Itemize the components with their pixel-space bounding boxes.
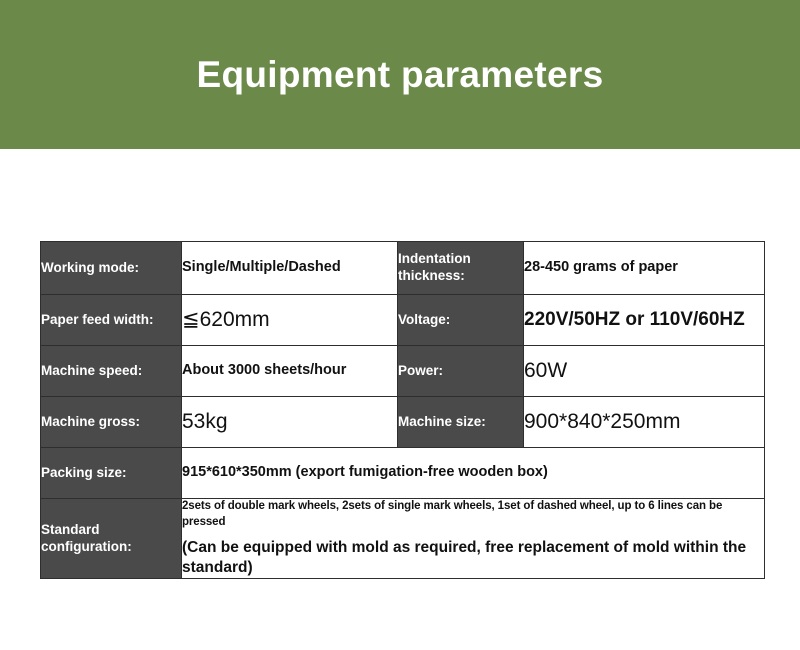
label-machine-speed: Machine speed: xyxy=(41,346,182,397)
label-packing-size: Packing size: xyxy=(41,448,182,499)
value-machine-speed: About 3000 sheets/hour xyxy=(182,346,398,397)
value-paper-feed-width: ≦620mm xyxy=(182,295,398,346)
value-indentation-thickness: 28-450 grams of paper xyxy=(524,242,765,295)
table-row xyxy=(41,295,765,346)
value-voltage: 220V/50HZ or 110V/60HZ xyxy=(524,295,765,346)
header-banner xyxy=(0,0,800,149)
specifications-table-wrapper xyxy=(40,241,760,579)
label-standard-configuration: Standard configuration: xyxy=(41,499,182,579)
value-packing-size: 915*610*350mm (export fumigation-free wooden box) xyxy=(182,448,765,499)
page-title: Equipment parameters xyxy=(196,54,604,95)
label-machine-gross: Machine gross: xyxy=(41,397,182,448)
label-working-mode: Working mode: xyxy=(41,242,182,295)
value-working-mode: Single/Multiple/Dashed xyxy=(182,242,398,295)
value-machine-size: 900*840*250mm xyxy=(524,397,765,448)
configuration-note-line: (Can be equipped with mold as required, free replacement of mold within the standard) xyxy=(182,539,747,577)
value-standard-configuration xyxy=(182,499,765,579)
label-machine-size: Machine size: xyxy=(398,397,524,448)
configuration-detail-line: 2sets of double mark wheels, 2sets of single mark wheels, 1set of dashed wheel, up to 6 lines can be pressed xyxy=(182,500,723,528)
table-row xyxy=(41,448,765,499)
table-row xyxy=(41,242,765,295)
label-voltage: Voltage: xyxy=(398,295,524,346)
label-power: Power: xyxy=(398,346,524,397)
table-row xyxy=(41,499,765,579)
table-row xyxy=(41,346,765,397)
table-row xyxy=(41,397,765,448)
label-paper-feed-width: Paper feed width: xyxy=(41,295,182,346)
value-power: 60W xyxy=(524,346,765,397)
label-indentation-thickness: Indentation thickness: xyxy=(398,242,524,295)
value-machine-gross: 53kg xyxy=(182,397,398,448)
specifications-table xyxy=(40,241,765,579)
